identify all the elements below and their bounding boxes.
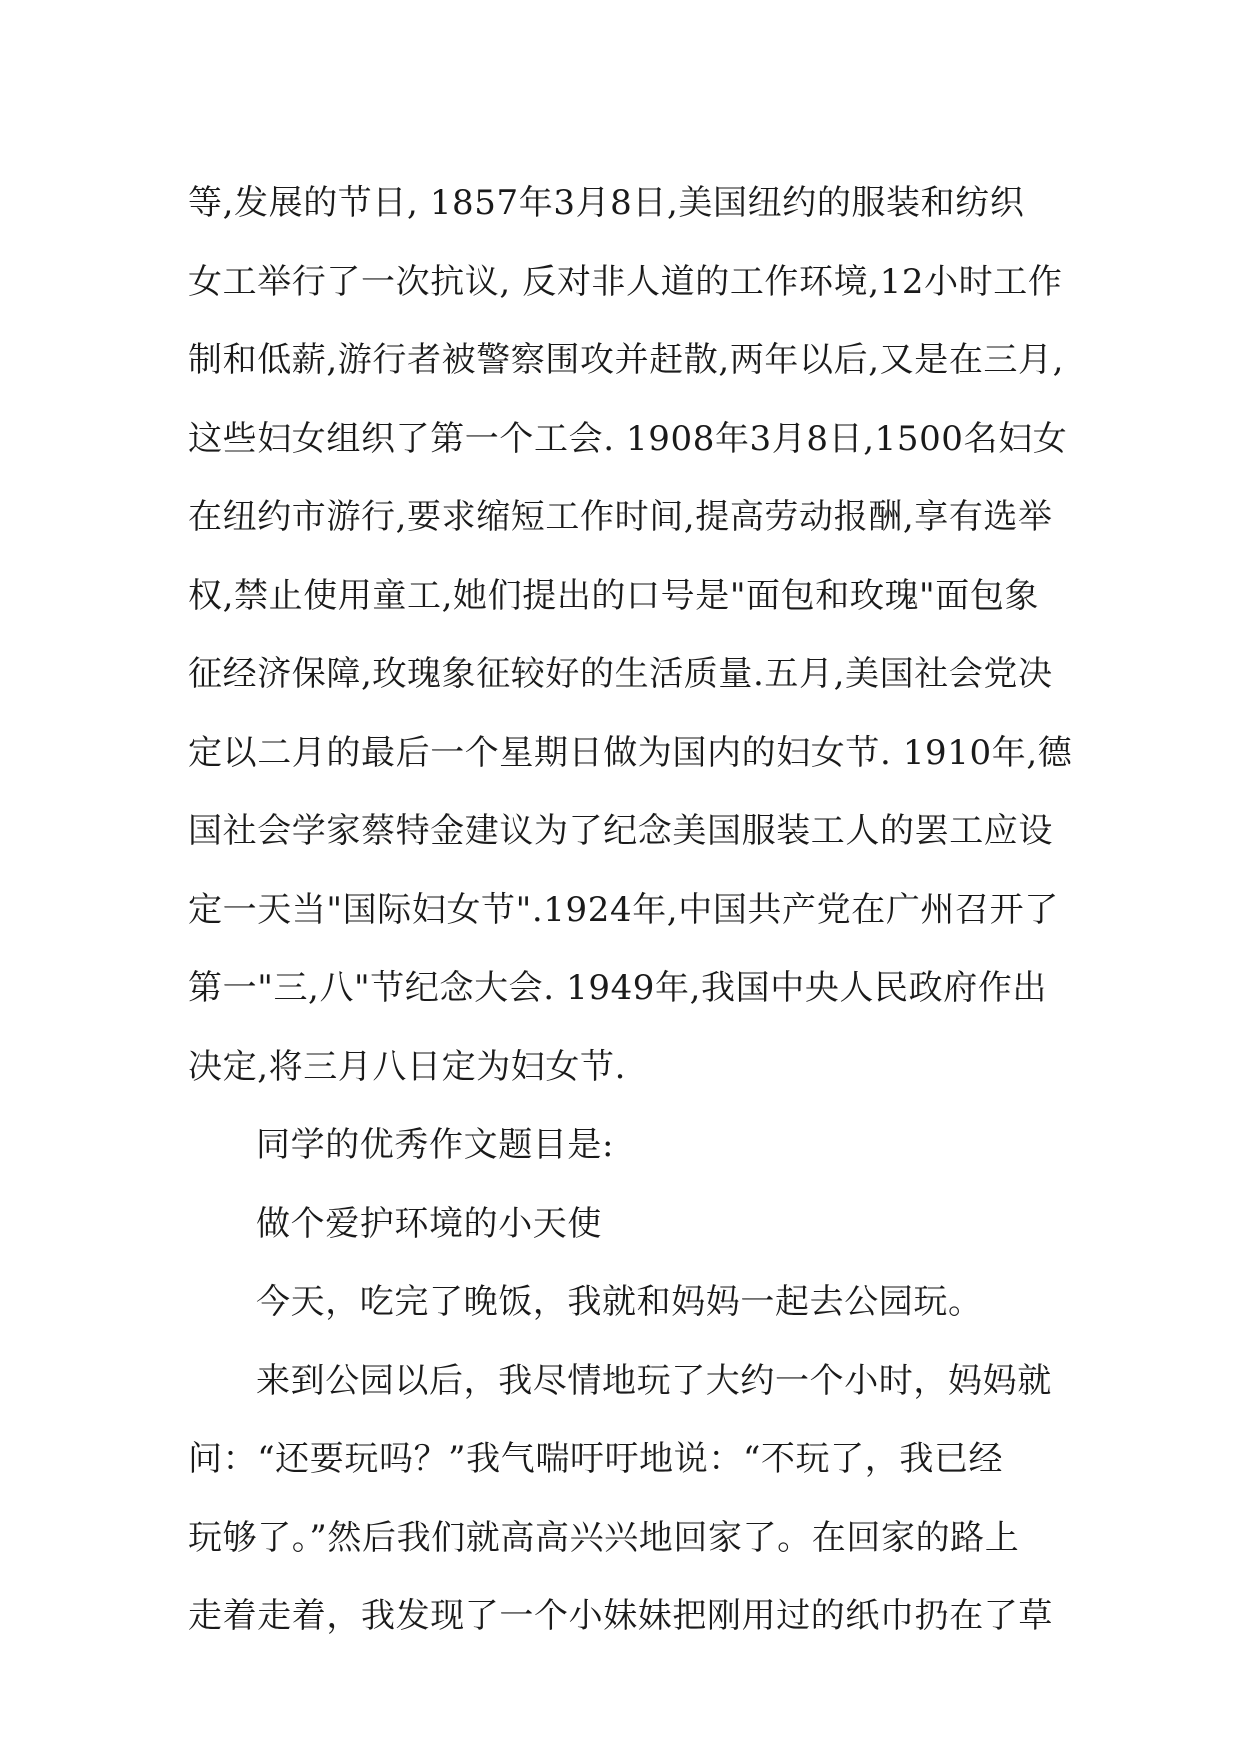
text-line: 征经济保障,玫瑰象征较好的生活质量.五月,美国社会党决 bbox=[188, 654, 1053, 694]
text-line: 权,禁止使用童工,她们提出的口号是"面包和玫瑰"面包象 bbox=[188, 575, 1040, 616]
text-line: 这些妇女组织了第一个工会. 1908年3月8日,1500名妇女 bbox=[188, 418, 1068, 459]
text-line: 第一"三,八"节纪念大会. 1949年,我国中央人民政府作出 bbox=[188, 968, 1048, 1008]
document-body bbox=[188, 164, 1073, 1656]
text-line: 来到公园以后，我尽情地玩了大约一个小时，妈妈就 bbox=[256, 1360, 1052, 1401]
text-line: 今天，吃完了晚饭，我就和妈妈一起去公园玩。 bbox=[256, 1282, 983, 1322]
text-line: 定一天当"国际妇女节".1924年,中国共产党在广州召开了 bbox=[188, 889, 1059, 930]
text-line: 定以二月的最后一个星期日做为国内的妇女节. 1910年,德 bbox=[188, 732, 1073, 773]
text-line: 制和低薪,游行者被警察围攻并赶散,两年以后,又是在三月, bbox=[188, 340, 1065, 380]
text-line: 女工举行了一次抗议, 反对非人道的工作环境,12小时工作 bbox=[188, 261, 1063, 302]
text-line: 决定,将三月八日定为妇女节. bbox=[188, 1046, 627, 1087]
text-line: 在纽约市游行,要求缩短工作时间,提高劳动报酬,享有选举 bbox=[188, 497, 1053, 537]
text-line: 国社会学家蔡特金建议为了纪念美国服装工人的罢工应设 bbox=[188, 811, 1053, 851]
text-line: 等,发展的节日, 1857年3月8日,美国纽约的服装和纺织 bbox=[188, 183, 1025, 223]
essay-title: 做个爱护环境的小天使 bbox=[256, 1203, 602, 1244]
text-line: 问：“还要玩吗？”我气喘吁吁地说：“不玩了，我已经 bbox=[188, 1439, 1004, 1479]
text-line: 玩够了。”然后我们就高高兴兴地回家了。在回家的路上 bbox=[188, 1517, 1020, 1558]
essay-intro-line: 同学的优秀作文题目是: bbox=[256, 1125, 615, 1165]
text-line: 走着走着，我发现了一个小妹妹把刚用过的纸巾扔在了草 bbox=[188, 1596, 1053, 1636]
